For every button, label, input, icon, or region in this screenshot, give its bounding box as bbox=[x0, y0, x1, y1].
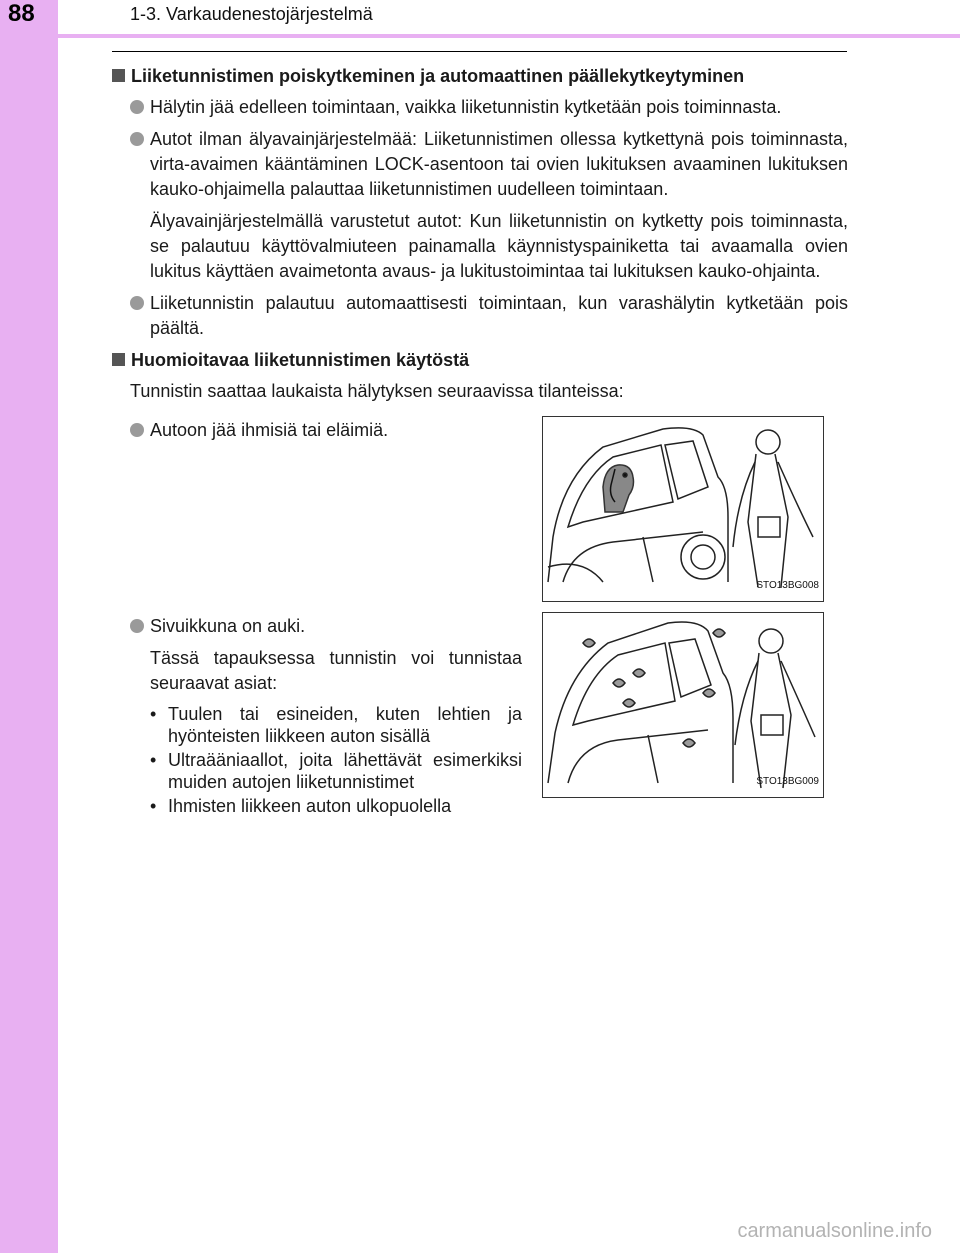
sub-list-item-text: Ihmisten liikkeen auton ulkopuolella bbox=[168, 796, 452, 816]
figure-row-2 bbox=[112, 614, 848, 819]
paragraph: Tässä tapauksessa tunnistin voi tunnistaa seuraavat asiat: bbox=[150, 648, 522, 693]
list-item bbox=[130, 127, 848, 202]
list-item bbox=[130, 291, 848, 341]
figure-row-text bbox=[112, 418, 522, 450]
figure-row-text bbox=[112, 614, 522, 819]
list-item-text: Hälytin jää edelleen toimintaan, vaikka liiketunnistin kytketään pois toiminnasta. bbox=[150, 97, 782, 117]
section-heading bbox=[112, 348, 848, 373]
list-item bbox=[130, 95, 848, 120]
sub-bullet-marker: • bbox=[150, 796, 157, 816]
paragraph: Älyavainjärjestelmällä varustetut autot: Kun liiketunnistin on kytketty pois toiminnasta, se palautuu käyttövalmiuteen painamalla käynnistyspainiketta tai avaamalla ovien lukitus käyttäen avaimetonta avaus- ja lukitustoimintaa tai lukituksen kauko-ohjainta. bbox=[150, 211, 848, 281]
section-title: Huomioitavaa liiketunnistimen käytöstä bbox=[131, 350, 470, 370]
list-item-text: Sivuikkuna on auki. bbox=[150, 616, 306, 636]
side-tab bbox=[0, 0, 58, 1253]
circle-bullet-icon bbox=[130, 132, 144, 146]
chapter-title: 1-3. Varkaudenestojärjestelmä bbox=[130, 4, 373, 24]
illustration-open-window bbox=[542, 612, 824, 798]
figure-label: STO13BG008 bbox=[756, 580, 819, 591]
section-title: Liiketunnistimen poiskytkeminen ja automaattinen päällekytkeytyminen bbox=[131, 66, 745, 86]
list-item bbox=[130, 418, 522, 443]
sub-list-item-text: Ultraääniaallot, joita lähettävät esimerkiksi muiden autojen liiketunnistimet bbox=[168, 750, 522, 792]
sub-list-item bbox=[150, 795, 522, 817]
sub-list-item-text: Tuulen tai esineiden, kuten lehtien ja hyönteisten liikkeen auton sisällä bbox=[168, 704, 522, 746]
sub-list-item bbox=[150, 703, 522, 747]
circle-bullet-icon bbox=[130, 296, 144, 310]
list-item bbox=[130, 614, 522, 639]
circle-bullet-icon bbox=[130, 423, 144, 437]
figure-row-1 bbox=[112, 418, 848, 602]
watermark: carmanualsonline.info bbox=[737, 1220, 932, 1242]
list-item-text: Liiketunnistin palautuu automaattisesti toimintaan, kun varashälytin kytketään pois päältä. bbox=[150, 293, 848, 338]
figure-label: STO13BG009 bbox=[756, 776, 819, 787]
illustration-dog-in-car bbox=[542, 416, 824, 602]
content-rule bbox=[112, 51, 847, 52]
list-item-text: Autoon jää ihmisiä tai eläimiä. bbox=[150, 420, 389, 440]
header-rule bbox=[58, 34, 960, 38]
page-content bbox=[112, 64, 848, 819]
page-number: 88 bbox=[8, 0, 35, 27]
square-bullet-icon bbox=[112, 353, 125, 366]
list-item-text: Autot ilman älyavainjärjestelmää: Liiketunnistimen ollessa kytkettynä pois toiminnasta, virta-avaimen kääntäminen LOCK-asentoon tai ovien lukituksen avaaminen lukituksen kauko-ohjaimella palauttaa liiketunnistimen uudelleen toimintaan. bbox=[150, 129, 848, 199]
circle-bullet-icon bbox=[130, 619, 144, 633]
intro-text: Tunnistin saattaa laukaista hälytyksen seuraavissa tilanteissa: bbox=[130, 381, 624, 401]
sub-list-item bbox=[150, 749, 522, 793]
section-heading bbox=[112, 64, 848, 89]
circle-bullet-icon bbox=[130, 100, 144, 114]
square-bullet-icon bbox=[112, 69, 125, 82]
sub-bullet-marker: • bbox=[150, 704, 157, 724]
sub-bullet-marker: • bbox=[150, 750, 157, 770]
